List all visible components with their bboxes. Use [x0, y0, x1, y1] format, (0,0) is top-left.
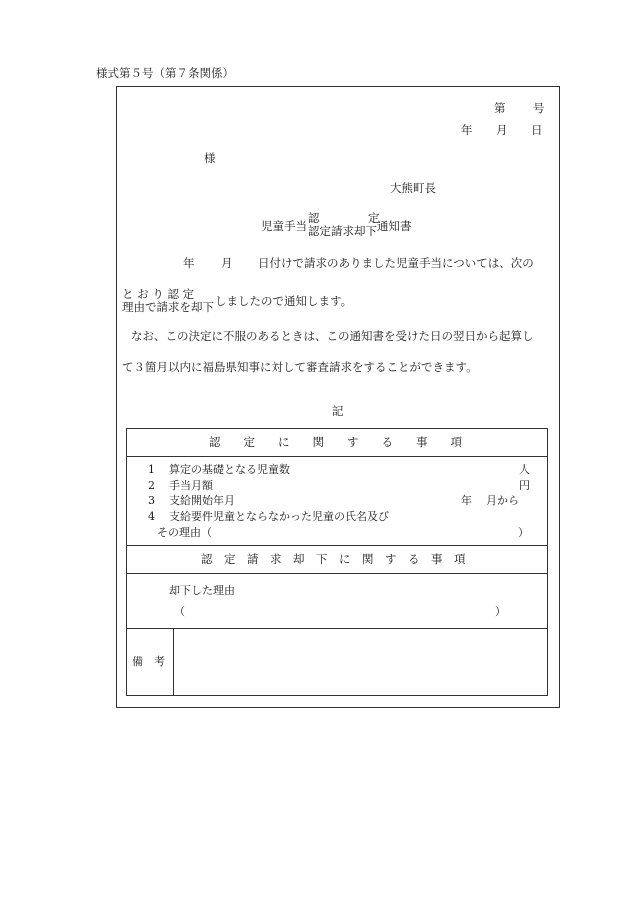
title-suffix: 通知書: [377, 219, 412, 233]
item-3-unit-nen: 年: [461, 494, 472, 507]
item-1-label: 算定の基礎となる児童数: [169, 463, 290, 476]
title-option-bottom-1: 認定請求却下: [308, 224, 377, 238]
item-1-unit: 人: [519, 463, 530, 476]
body-option-bottom: 理由で請求を却下: [122, 300, 214, 314]
section1-header: 認 定 に 関 す る 事 項: [209, 435, 462, 449]
rejection-label: 却下した理由: [169, 584, 235, 597]
rejection-close: ）: [495, 605, 506, 618]
remarks-label: 備 考: [132, 655, 165, 668]
item-4-num: 4: [148, 510, 155, 523]
body-option-top: と お り 認 定: [122, 287, 195, 301]
item-2-num: 2: [148, 479, 155, 492]
item-4-label: 支給要件児童とならなかった児童の氏名及び: [169, 510, 389, 523]
form-number: 様式第５号（第７条関係）: [96, 66, 234, 80]
section2-header: 認 定 請 求 却 下 に 関 す る 事 項: [201, 552, 466, 566]
body-nen: 年: [183, 256, 195, 270]
item-4-close: ）: [518, 526, 529, 539]
notice-number-go: 号: [533, 101, 545, 115]
date-hi: 日: [531, 123, 543, 137]
row-divider: [126, 545, 548, 546]
remarks-field[interactable]: [175, 630, 545, 693]
remarks-divider: [173, 628, 174, 695]
sender-title: 大熊町長: [390, 181, 436, 195]
body-line1-text: 日付けで請求のありました児童手当については、次の: [258, 256, 534, 270]
body-para2-line1: なお、この決定に不服のあるときは、この通知書を受けた日の翌日から起算し: [131, 329, 534, 343]
ki-label: 記: [332, 404, 344, 418]
body-line2-text: しましたので通知します。: [215, 294, 353, 308]
item-3-label: 支給開始年月: [169, 494, 235, 507]
notice-number-dai: 第: [494, 101, 506, 115]
rejection-open: （: [174, 605, 185, 618]
body-para2-line2: て３箇月以内に福島県知事に対して審査請求をすることができます。: [122, 360, 478, 374]
item-2-label: 手当月額: [169, 479, 213, 492]
title-option-top-1: 認: [308, 211, 320, 225]
item-4-cont: その理由（: [157, 526, 212, 539]
item-3-num: 3: [148, 494, 155, 507]
item-2-unit: 円: [519, 479, 530, 492]
title-prefix: 児童手当: [261, 219, 307, 233]
row-divider: [126, 628, 548, 629]
item-1-num: 1: [148, 463, 155, 476]
title-option-top-2: 定: [368, 211, 380, 225]
addressee-sama: 様: [204, 151, 216, 165]
body-tsuki: 月: [221, 256, 233, 270]
date-nen: 年: [461, 123, 473, 137]
row-divider: [126, 573, 548, 574]
item-3-unit: 月から: [486, 494, 519, 507]
row-divider: [126, 456, 548, 457]
date-tsuki: 月: [496, 123, 508, 137]
